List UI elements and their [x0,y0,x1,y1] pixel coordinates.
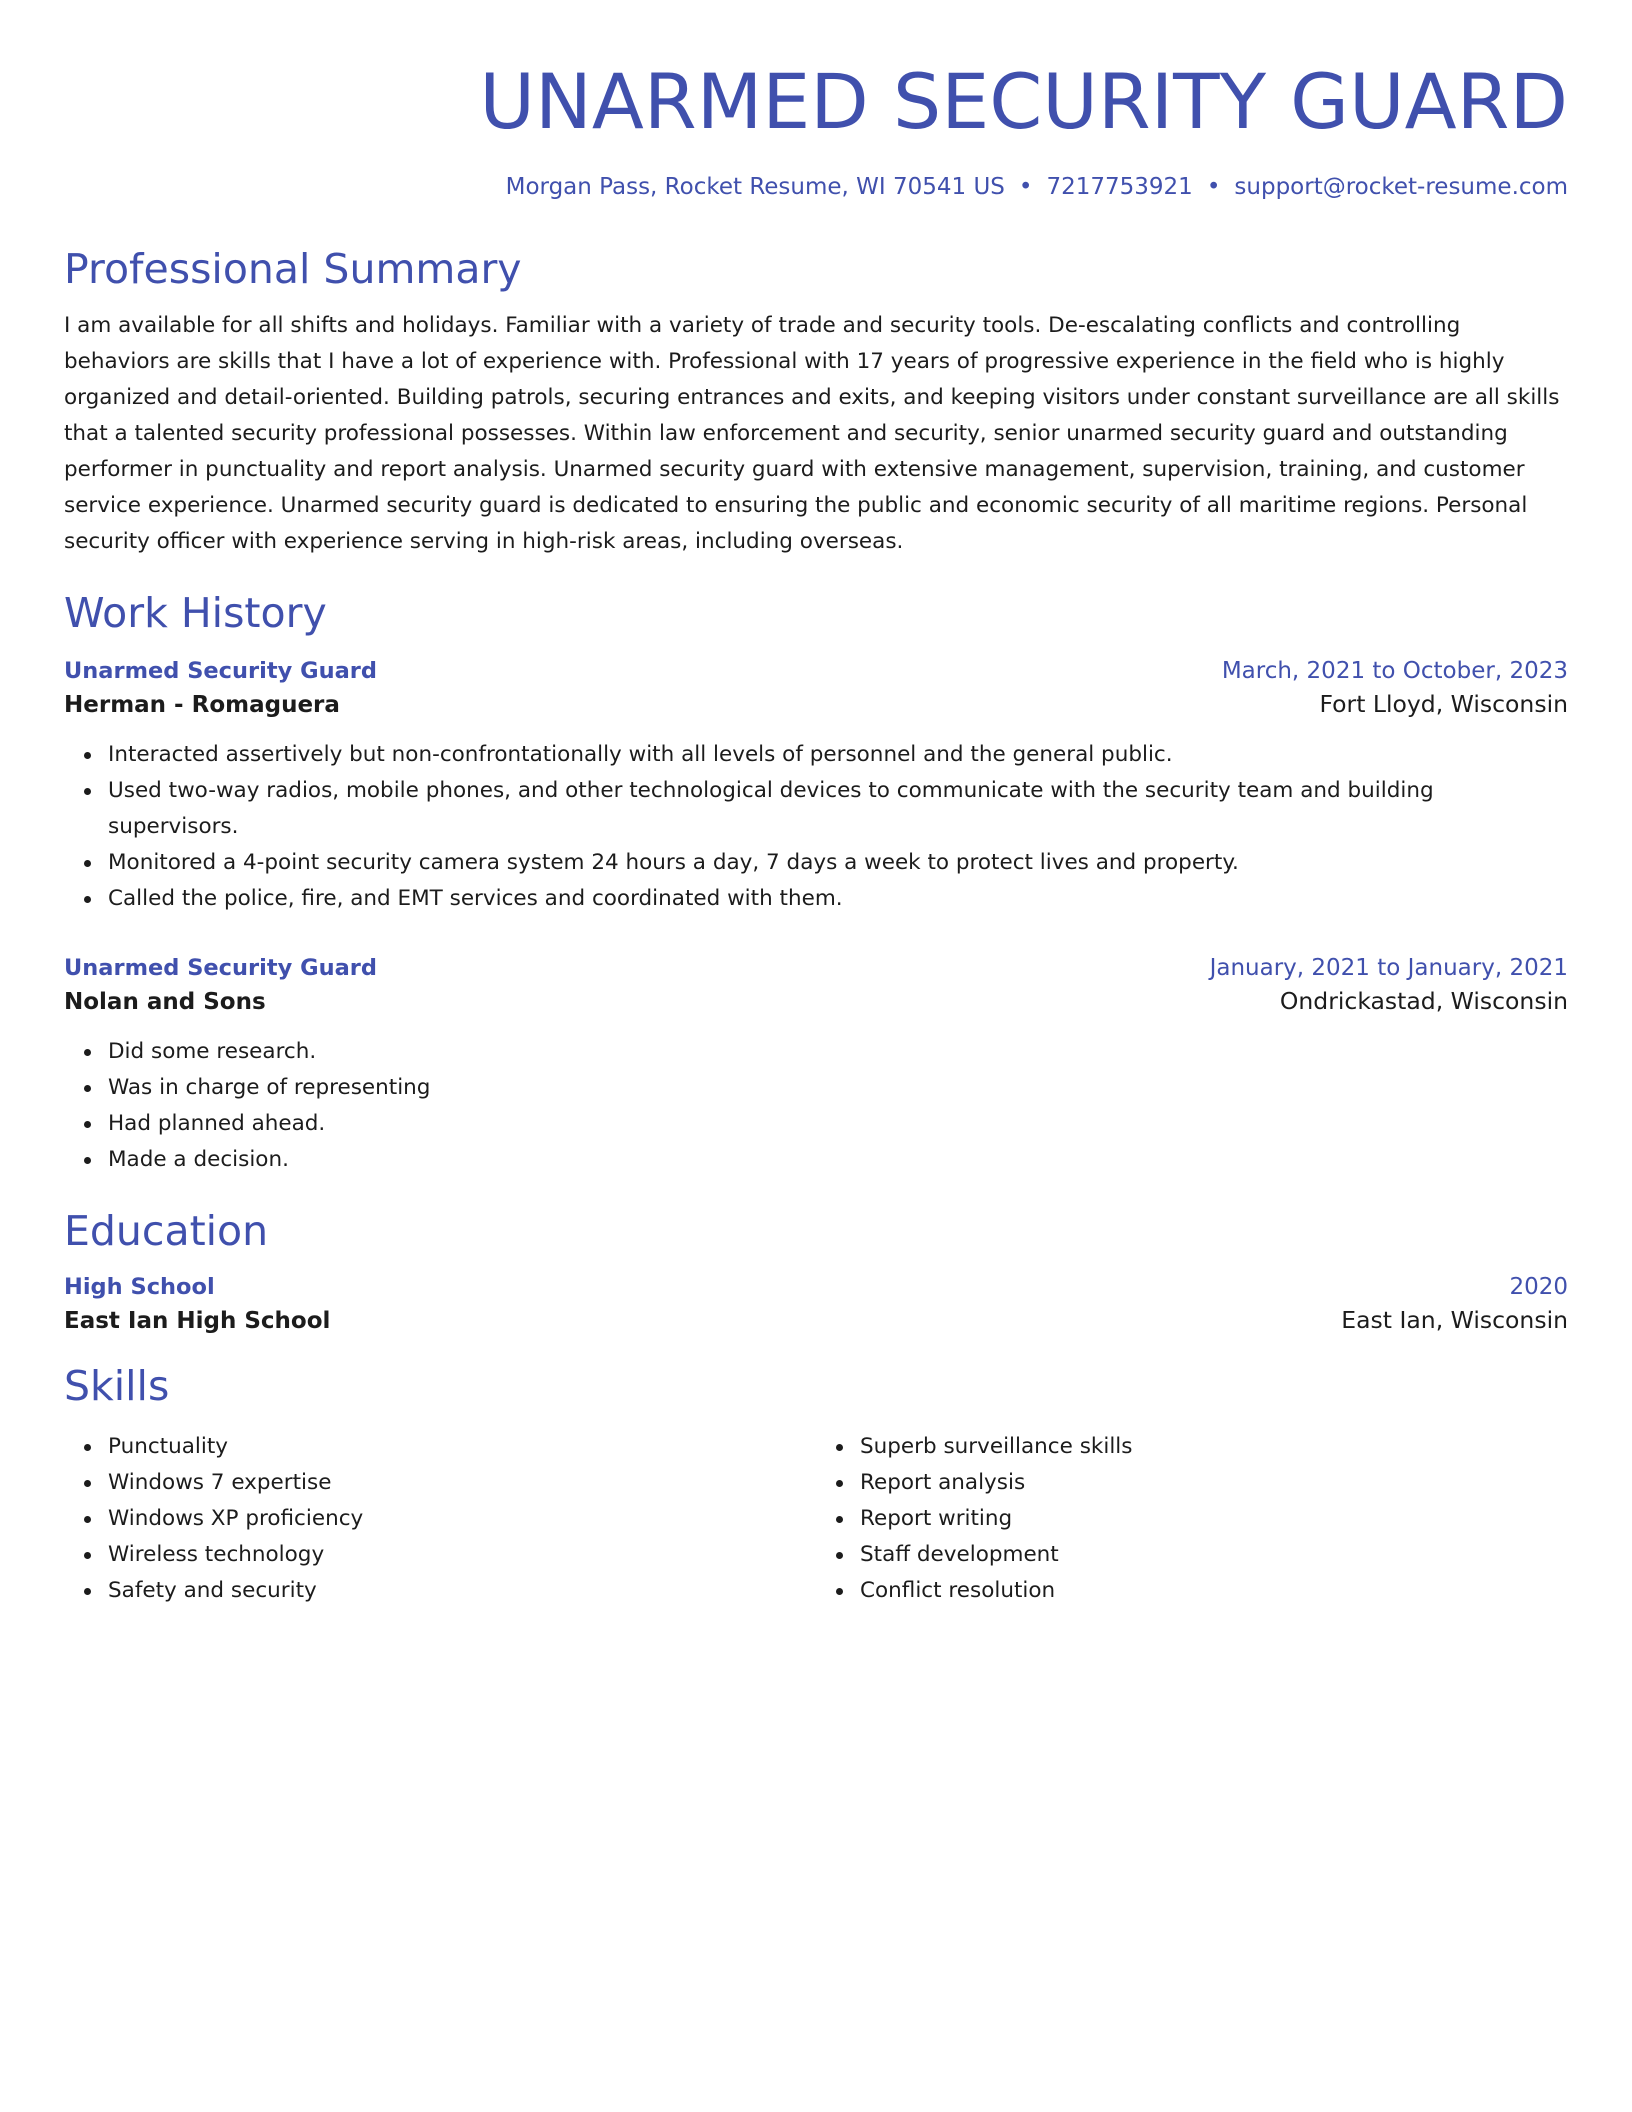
job-role: Unarmed Security Guard [64,658,377,684]
education-entry [64,1272,1568,1339]
job-dates: January, 2021 to January, 2021 [1209,955,1568,981]
education-year: 2020 [1509,1274,1568,1300]
skills-column-left [64,1429,816,1609]
skill-item: Safety and security [108,1573,816,1609]
job-company-row [64,983,1568,1020]
job-bullet: Made a decision. [108,1142,1568,1178]
skills-column-right [816,1429,1568,1609]
job-header-row [64,953,1568,983]
resume-title: UNARMED SECURITY GUARD [479,57,1568,146]
contact-phone: 7217753921 [1046,174,1193,200]
job-bullet: Used two-way radios, mobile phones, and other technological devices to communicate with the security team and building supervisors. [108,773,1568,845]
skill-item: Punctuality [108,1429,816,1465]
job-location: Ondrickastad, Wisconsin [1279,987,1568,1015]
skills-bullets-left [64,1429,816,1609]
skill-item: Windows XP proficiency [108,1501,816,1537]
skill-item: Report analysis [860,1465,1568,1501]
skill-item: Conflict resolution [860,1573,1568,1609]
job-company-row [64,686,1568,723]
skill-item: Wireless technology [108,1537,816,1573]
job-bullet: Did some research. [108,1034,1568,1070]
skill-item: Windows 7 expertise [108,1465,816,1501]
job-entry [64,656,1568,917]
contact-separator: • [1206,174,1221,200]
education-school-row [64,1302,1568,1339]
job-dates: March, 2021 to October, 2023 [1221,658,1568,684]
skill-item: Report writing [860,1501,1568,1537]
job-bullet: Was in charge of representing [108,1070,1568,1106]
skill-item: Superb surveillance skills [860,1429,1568,1465]
job-location: Fort Lloyd, Wisconsin [1319,690,1568,718]
job-company: Herman - Romaguera [64,692,340,718]
summary-text: I am available for all shifts and holidays. Familiar with a variety of trade and security tools. De-escalating conflicts and controlling behaviors are skills that I have a lot of experience with. Professional with 17 years of progressive experience in the field who is highly organized and detail-oriented. Building patrols, securing entrances and exits, and keeping visitors under constant surveillance are all skills that a talented security professional possesses. Within law enforcement and security, senior unarmed security guard and outstanding performer in punctuality and report analysis. Unarmed security guard with extensive management, supervision, training, and customer service experience. Unarmed security guard is dedicated to ensuring the public and economic security of all maritime regions. Personal security officer with experience serving in high-risk areas, including overseas. [64,313,1560,554]
contact-email: support@rocket-resume.com [1234,174,1568,200]
contact-line [64,172,1568,202]
contact-address: Morgan Pass, Rocket Resume, WI 70541 US [505,174,1005,200]
job-bullet: Interacted assertively but non-confrontationally with all levels of personnel and the general public. [108,737,1568,773]
education-header-row [64,1272,1568,1302]
skill-item: Staff development [860,1537,1568,1573]
job-role: Unarmed Security Guard [64,955,377,981]
summary-heading: Professional Summary [64,245,522,293]
work-history-heading: Work History [64,589,327,637]
skills-list [64,1429,1568,1609]
education-school: East Ian High School [64,1308,331,1334]
skills-bullets-right [816,1429,1568,1609]
education-location: East Ian, Wisconsin [1341,1306,1568,1334]
job-bullets [64,737,1568,917]
job-bullet: Monitored a 4-point security camera system 24 hours a day, 7 days a week to protect lives and property. [108,845,1568,881]
job-bullet: Had planned ahead. [108,1106,1568,1142]
education-degree: High School [64,1274,215,1300]
job-company: Nolan and Sons [64,989,266,1015]
job-entry [64,953,1568,1178]
job-bullet: Called the police, fire, and EMT services and coordinated with them. [108,881,1568,917]
education-heading: Education [64,1207,269,1255]
resume-header [64,56,1568,202]
contact-separator: • [1018,174,1033,200]
job-header-row [64,656,1568,686]
skills-heading: Skills [64,1362,170,1410]
job-bullets [64,1034,1568,1178]
